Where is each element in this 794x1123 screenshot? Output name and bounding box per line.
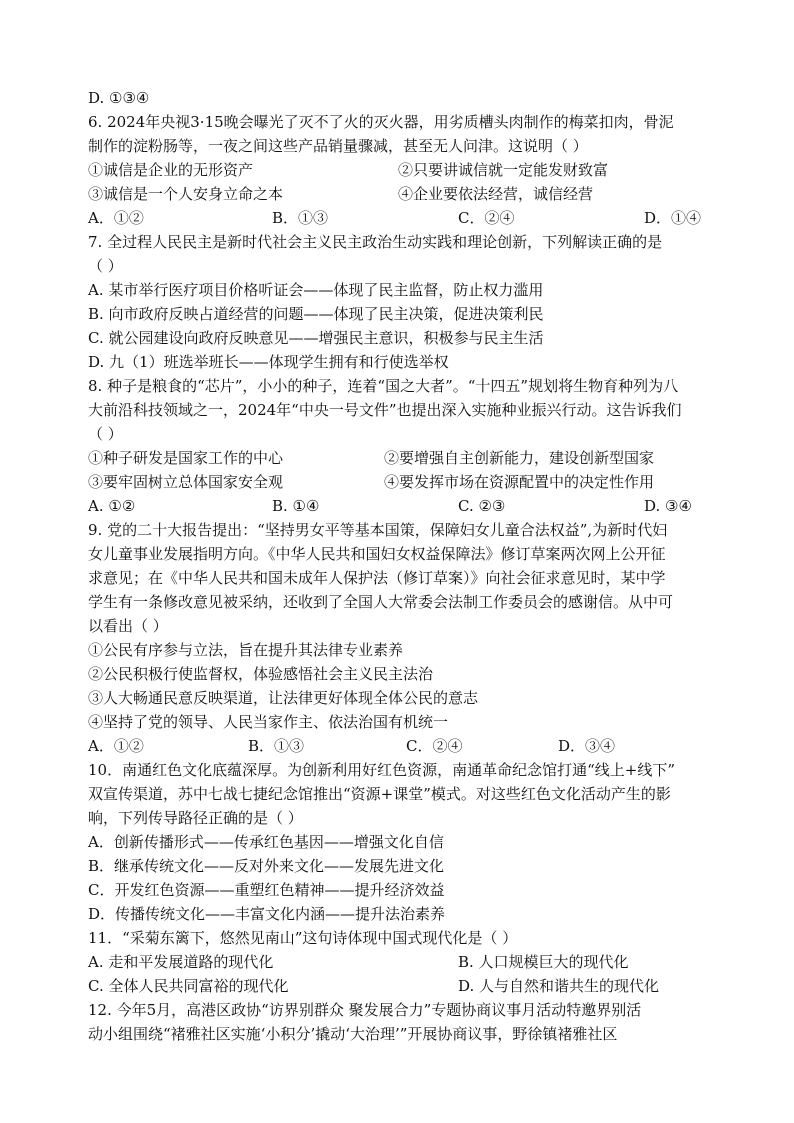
q8-statement-3: ③要牢固树立总体国家安全观 — [88, 473, 284, 491]
q6-statement-2: ②只要讲诚信就一定能发财致富 — [398, 161, 609, 179]
q6-statement-4: ④企业要依法经营，诚信经营 — [398, 185, 594, 203]
q8-choices — [88, 494, 714, 518]
q10-option-b: B．继承传统文化——反对外来文化——发展先进文化 — [88, 857, 445, 875]
q11-options-row-2 — [88, 974, 714, 998]
q7-option-d: D. 九（1）班选举班长——体现学生拥有和行使选举权 — [88, 353, 449, 371]
q9-statement-2: ②公民积极行使监督权，体验感悟社会主义民主法治 — [88, 665, 434, 683]
q9-choices — [88, 734, 714, 758]
q9-statement-4: ④坚持了党的领导、人民当家作主、依法治国有机统一 — [88, 713, 449, 731]
q10-option-a: A．创新传播形式——传承红色基因——增强文化自信 — [88, 833, 444, 851]
q11-option-c: C. 全体人民共同富裕的现代化 — [88, 977, 289, 995]
q9-stem-line-5: 以看出（ ） — [88, 617, 168, 635]
q8-statement-4: ④要发挥市场在资源配置中的决定性作用 — [384, 473, 655, 491]
q6-choice-d: D．①④ — [644, 209, 702, 227]
q11-option-a: A. 走和平发展道路的现代化 — [88, 953, 274, 971]
q9-choice-a: A．①② — [88, 737, 144, 755]
q6-statement-1: ①诚信是企业的无形资产 — [88, 161, 254, 179]
q7-option-b: B. 向市政府反映占道经营的问题——体现了民主决策，促进决策利民 — [88, 305, 544, 323]
q9-stem-line-1: 9. 党的二十大报告提出：“坚持男女平等基本国策，保障妇女儿童合法权益”,为新时代妇 — [88, 521, 668, 539]
q9-stem-line-2: 女儿童事业发展指明方向。《中华人民共和国妇女权益保障法》修订草案两次网上公开征 — [88, 545, 666, 563]
q6-statements-row-2 — [88, 182, 714, 206]
q9-statement-3: ③人大畅通民意反映渠道，让法律更好体现全体公民的意志 — [88, 689, 479, 707]
q9-statement-1: ①公民有序参与立法，旨在提升其法律专业素养 — [88, 641, 404, 659]
q8-choice-a: A. ①② — [88, 497, 136, 515]
q7-option-c: C. 就公园建设向政府反映意见——增强民主意识，积极参与民主生活 — [88, 329, 544, 347]
q7-stem-line-2: （ ） — [88, 257, 123, 275]
q6-stem-line-2: 制作的淀粉肠等，一夜之间这些产品销量骤减，甚至无人问津。这说明（ ） — [88, 137, 588, 155]
q10-stem-line-1: 10．南通红色文化底蕴深厚。为创新利用好红色资源，南通革命纪念馆打通“线上+线下” — [88, 761, 675, 779]
q10-option-d: D．传播传统文化——丰富文化内涵——提升法治素养 — [88, 905, 446, 923]
q8-statement-2: ②要增强自主创新能力，建设创新型国家 — [384, 449, 655, 467]
q6-choice-c: C．②④ — [458, 209, 515, 227]
q8-choice-d: D. ③④ — [644, 497, 692, 515]
q6-statements-row-1 — [88, 158, 714, 182]
q8-statement-1: ①种子研发是国家工作的中心 — [88, 449, 284, 467]
q9-stem-line-4: 学生有一条修改意见被采纳，还收到了全国人大常委会法制工作委员会的感谢信。从中可 — [88, 593, 674, 611]
q11-stem: 11．“采菊东篱下，悠然见南山”这句诗体现中国式现代化是（ ） — [88, 929, 518, 947]
q12-stem-line-1: 12. 今年5月，高港区政协“访界别群众 聚发展合力”专题协商议事月活动特邀界别活 — [88, 1001, 642, 1019]
q12-stem-line-2: 动小组围绕“褚雅社区实施‘小积分’撬动‘大治理’”开展协商议事，野徐镇褚雅社区 — [88, 1025, 618, 1043]
q11-option-b: B. 人口规模巨大的现代化 — [458, 953, 629, 971]
q6-stem-line-1: 6. 2024年央视3·15晚会曝光了灭不了火的灭火器，用劣质槽头肉制作的梅菜扣肉，骨泥 — [88, 113, 674, 131]
q10-option-c: C．开发红色资源——重塑红色精神——提升经济效益 — [88, 881, 445, 899]
q7-option-a: A. 某市举行医疗项目价格听证会——体现了民主监督，防止权力滥用 — [88, 281, 544, 299]
q6-choice-a: A．①② — [88, 209, 144, 227]
q10-stem-line-3: 响，下列传导路径正确的是（ ） — [88, 809, 303, 827]
option-d-continued: D. ①③④ — [88, 89, 150, 107]
q8-stem-line-2: 大前沿科技领域之一，2024年“中央一号文件”也提出深入实施种业振兴行动。这告诉我们 — [88, 401, 682, 419]
q8-statements-row-2 — [88, 470, 714, 494]
q11-options-row-1 — [88, 950, 714, 974]
q8-choice-c: C. ②③ — [458, 497, 506, 515]
q6-choice-b: B．①③ — [272, 209, 329, 227]
q7-stem-line-1: 7. 全过程人民民主是新时代社会主义民主政治生动实践和理论创新，下列解读正确的是 — [88, 233, 663, 251]
q8-choice-b: B. ①④ — [272, 497, 320, 515]
q9-choice-d: D．③④ — [558, 737, 616, 755]
q6-statement-3: ③诚信是一个人安身立命之本 — [88, 185, 284, 203]
q8-statements-row-1 — [88, 446, 714, 470]
q8-stem-line-1: 8. 种子是粮食的“芯片”，小小的种子，连着“国之大者”。“十四五”规划将生物育种列为八 — [88, 377, 679, 395]
q9-choice-b: B．①③ — [248, 737, 305, 755]
q8-stem-line-3: （ ） — [88, 425, 123, 443]
q6-choices — [88, 206, 714, 230]
q9-choice-c: C．②④ — [406, 737, 463, 755]
q10-stem-line-2: 双宣传渠道，苏中七战七捷纪念馆推出“资源+课堂”模式。对这些红色文化活动产生的影 — [88, 785, 671, 803]
q9-stem-line-3: 求意见；在《中华人民共和国未成年人保护法（修订草案）》向社会征求意见时，某中学 — [88, 569, 666, 587]
q11-option-d: D. 人与自然和谐共生的现代化 — [458, 977, 660, 995]
